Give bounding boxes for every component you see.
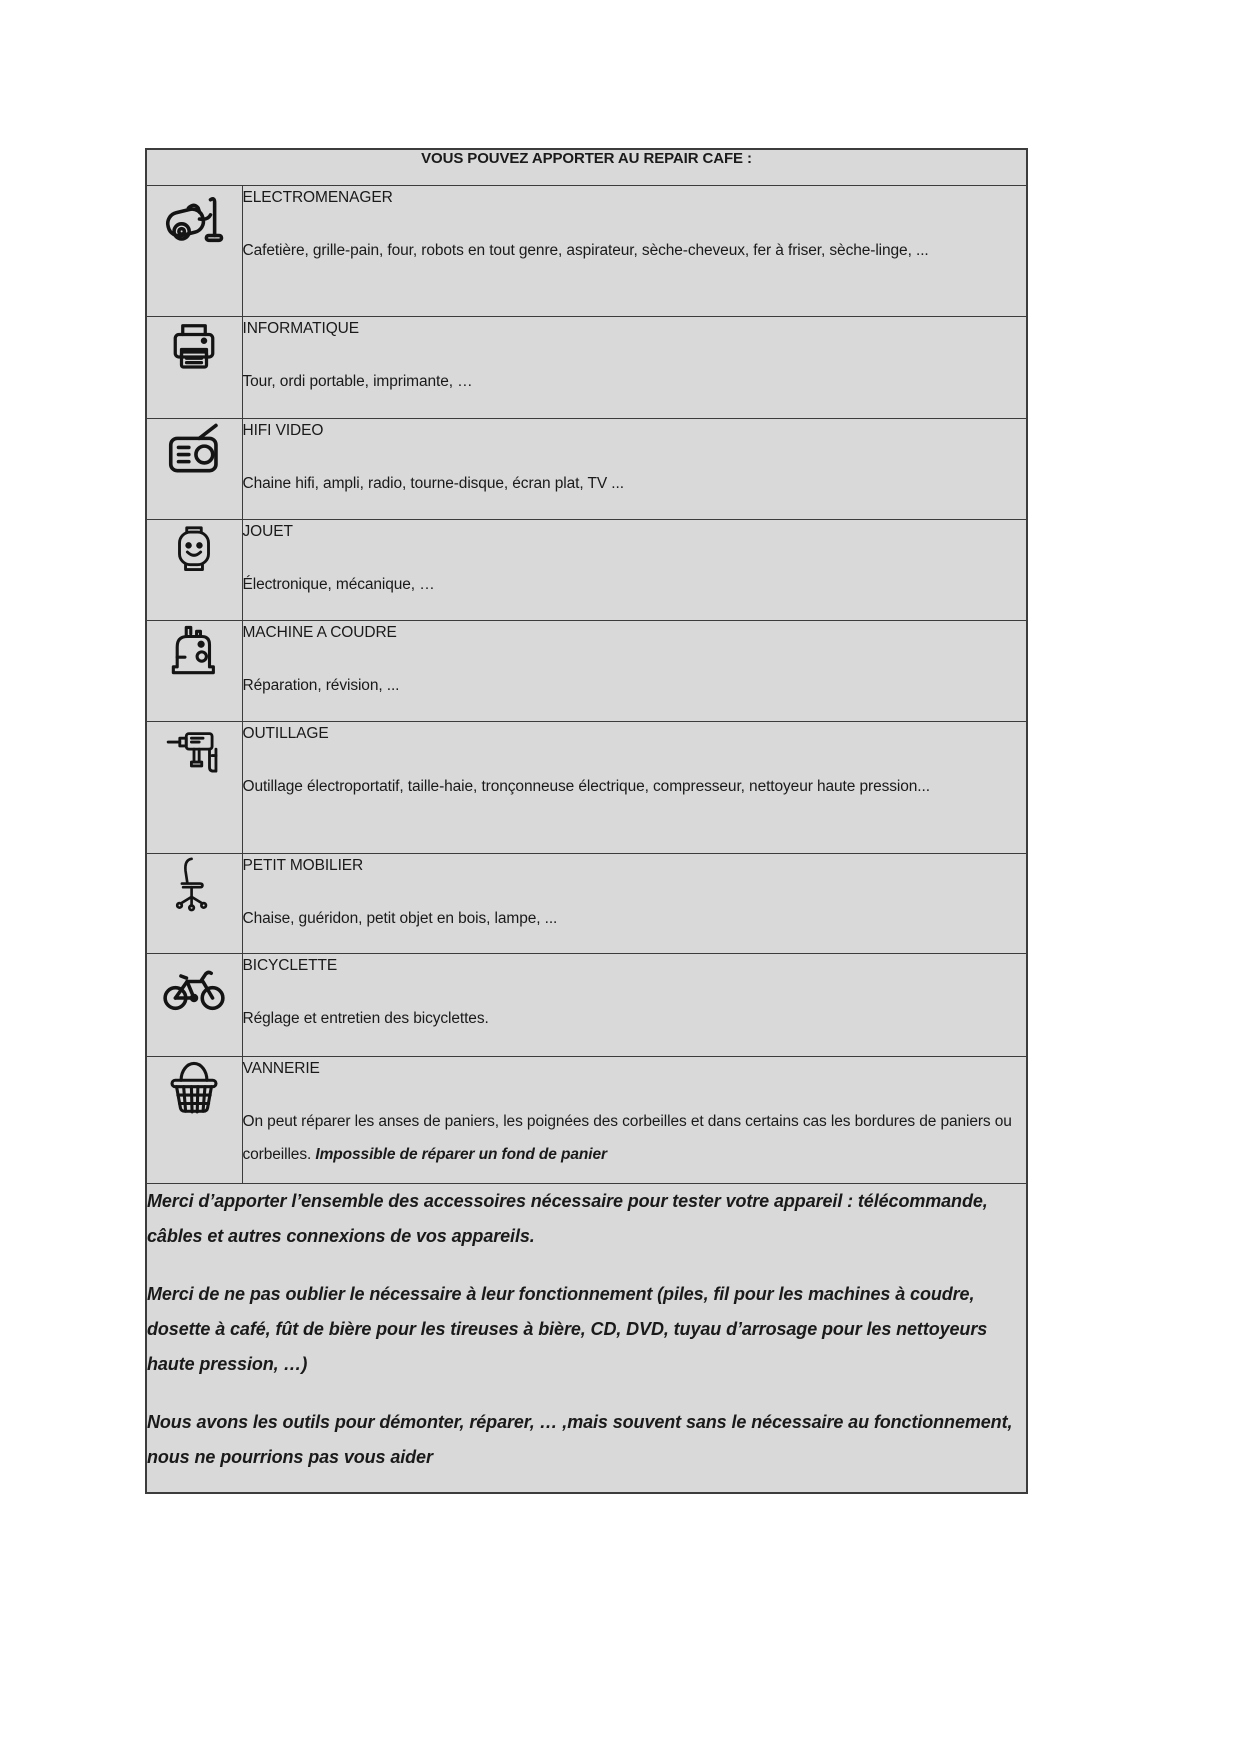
footer-row xyxy=(146,1183,1027,1493)
category-title: MACHINE A COUDRE xyxy=(242,623,397,641)
table-title: VOUS POUVEZ APPORTER AU REPAIR CAFE : xyxy=(146,149,1027,185)
category-cell xyxy=(242,853,1027,953)
category-description: Réparation, révision, ... xyxy=(242,676,400,694)
category-description: Chaine hifi, ampli, radio, tourne-disque, écran plat, TV ... xyxy=(242,474,624,492)
bicycle-icon xyxy=(161,954,227,1020)
category-title: OUTILLAGE xyxy=(242,724,329,742)
category-description-text: On peut réparer les anses de paniers, les poignées des corbeilles et dans certains cas les bordures de paniers ou corbeilles. xyxy=(242,1112,1012,1163)
category-title: PETIT MOBILIER xyxy=(242,856,364,874)
icon-cell xyxy=(146,316,242,418)
footer-paragraph-tools: Nous avons les outils pour démonter, réparer, … ,mais souvent sans le nécessaire au fonctionnement, nous ne pourrions pas vous aider xyxy=(147,1411,1013,1467)
table-row xyxy=(146,620,1027,721)
table-row xyxy=(146,853,1027,953)
category-title: VANNERIE xyxy=(242,1059,320,1077)
category-cell xyxy=(242,953,1027,1056)
table-row xyxy=(146,1056,1027,1183)
category-title: JOUET xyxy=(242,522,293,540)
vacuum-cleaner-icon xyxy=(161,186,227,252)
category-title: HIFI VIDEO xyxy=(242,421,324,439)
category-cell xyxy=(242,1056,1027,1183)
category-title: INFORMATIQUE xyxy=(242,319,359,337)
icon-cell xyxy=(146,1056,242,1183)
radio-icon xyxy=(163,419,225,481)
footer-paragraph-consumables: Merci de ne pas oublier le nécessaire à leur fonctionnement (piles, fil pour les machines à coudre, dosette à café, fût de bière pour les tireuses à bière, CD, DVD, tuyau d’arrosage pour les nettoyeurs haute pression, …) xyxy=(147,1283,988,1374)
category-title: BICYCLETTE xyxy=(242,956,338,974)
icon-cell xyxy=(146,418,242,519)
category-cell xyxy=(242,418,1027,519)
basket-icon xyxy=(163,1057,225,1119)
category-cell xyxy=(242,519,1027,620)
icon-cell xyxy=(146,519,242,620)
drill-icon xyxy=(163,722,225,784)
footer-cell xyxy=(146,1183,1027,1493)
table-row xyxy=(146,721,1027,853)
printer-icon xyxy=(164,317,224,377)
category-cell xyxy=(242,721,1027,853)
category-description: Réglage et entretien des bicyclettes. xyxy=(242,1009,489,1027)
header-row xyxy=(146,149,1027,185)
category-description: Électronique, mécanique, … xyxy=(242,575,435,593)
icon-cell xyxy=(146,953,242,1056)
category-description-note: Impossible de réparer un fond de panier xyxy=(315,1145,607,1163)
icon-cell xyxy=(146,185,242,316)
category-description xyxy=(243,1105,1027,1171)
table-row xyxy=(146,519,1027,620)
table-row xyxy=(146,953,1027,1056)
icon-cell xyxy=(146,853,242,953)
repair-cafe-table xyxy=(145,148,1028,1494)
office-chair-icon xyxy=(165,854,223,912)
sewing-machine-icon xyxy=(163,621,225,683)
category-title: ELECTROMENAGER xyxy=(242,188,393,206)
category-description: Cafetière, grille-pain, four, robots en tout genre, aspirateur, sèche-cheveux, fer à friser, sèche-linge, ... xyxy=(242,241,929,259)
category-description: Outillage électroportatif, taille-haie, tronçonneuse électrique, compresseur, nettoyeur haute pression... xyxy=(242,777,930,795)
category-cell xyxy=(242,316,1027,418)
icon-cell xyxy=(146,620,242,721)
footer-paragraph-accessories: Merci d’apporter l’ensemble des accessoires nécessaire pour tester votre appareil : télécommande, câbles et autres connexions de vos appareils. xyxy=(147,1190,988,1246)
category-description: Tour, ordi portable, imprimante, … xyxy=(242,372,473,390)
lego-head-icon xyxy=(165,520,223,578)
category-cell xyxy=(242,620,1027,721)
icon-cell xyxy=(146,721,242,853)
table-row xyxy=(146,185,1027,316)
table-row xyxy=(146,316,1027,418)
category-cell xyxy=(242,185,1027,316)
table-row xyxy=(146,418,1027,519)
category-description: Chaise, guéridon, petit objet en bois, lampe, ... xyxy=(242,909,558,927)
